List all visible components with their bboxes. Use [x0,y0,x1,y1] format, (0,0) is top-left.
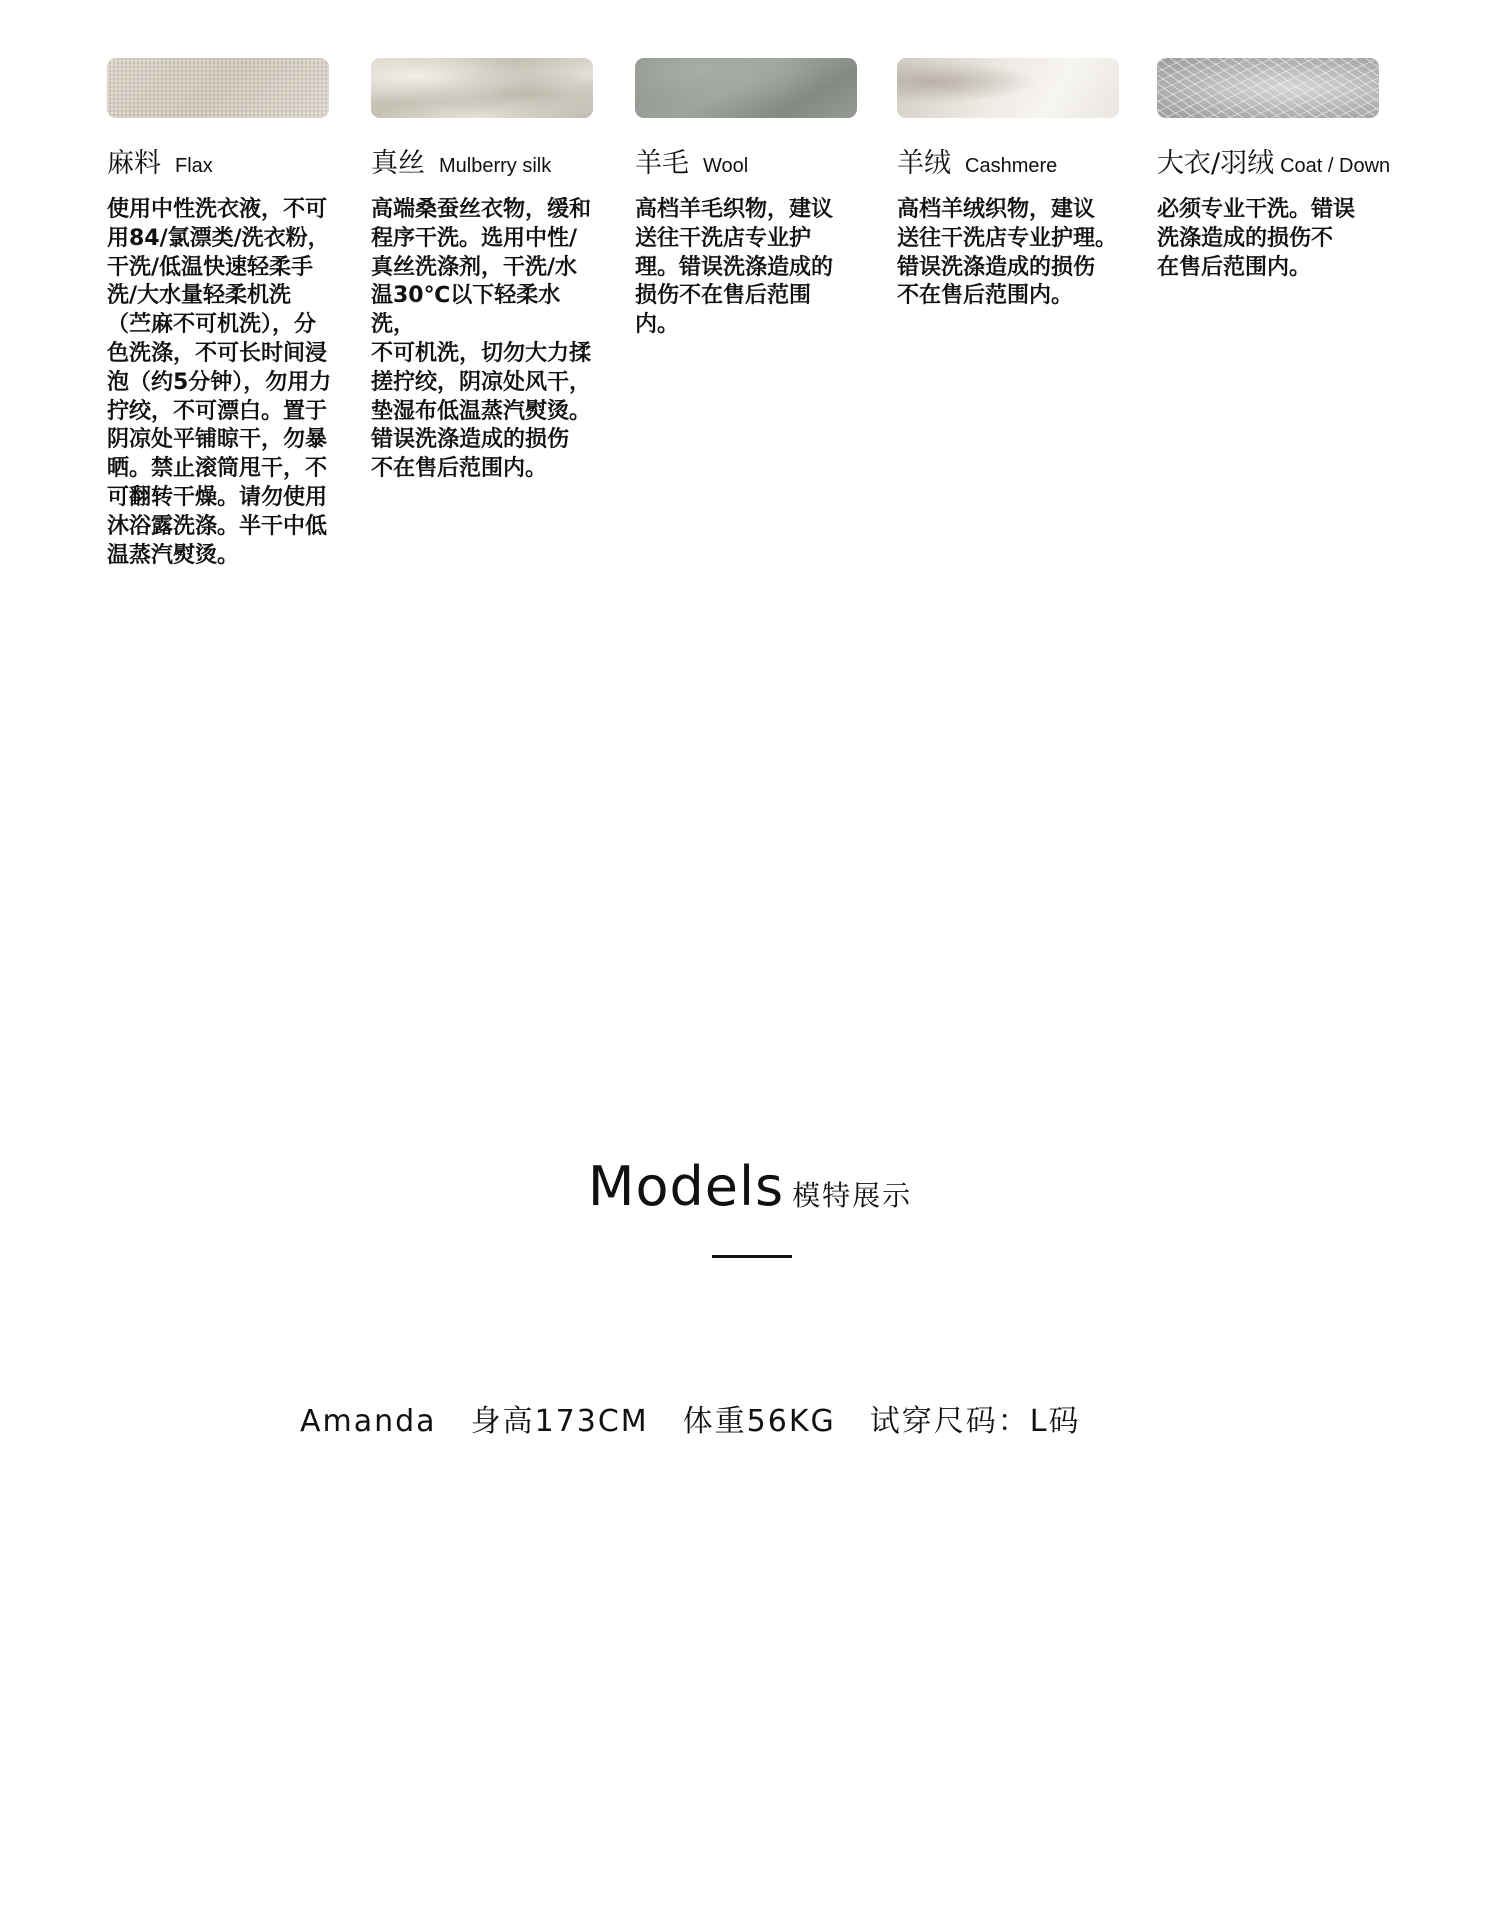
model-height: 身高173CM [470,1404,649,1439]
model-name: Amanda [300,1404,437,1439]
model-weight: 体重56KG [682,1404,836,1439]
fabric-name-zh: 羊毛 [635,148,689,179]
fabric-name-en: Coat / Down [1280,155,1391,177]
fabric-care-text: 高端桑蚕丝衣物，缓和 程序干洗。选用中性/ 真丝洗涤剂，干洗/水 温30℃以下轻柔水洗， 不可机洗，切勿大力揉 搓拧绞，阴凉处风干， 垫湿布低温蒸汽熨烫。 错误洗涤造成的损伤 不在售后范围内。 [371,197,592,482]
fabric-name-en: Flax [175,155,213,177]
fabric-name-zh: 羊绒 [897,148,951,179]
fabric-wool [635,58,865,340]
flax-swatch-image [107,58,329,118]
fabric-cashmere [897,58,1127,311]
fabric-heading [897,148,1127,180]
fabric-flax [107,58,337,570]
fabric-name-en: Cashmere [965,155,1058,177]
fabric-heading [371,148,601,180]
fabric-care-text: 高档羊绒织物，建议 送往干洗店专业护理。 错误洗涤造成的损伤 不在售后范围内。 [897,197,1118,309]
down-swatch-image [1157,58,1379,118]
fabric-care-text: 使用中性洗衣液，不可 用84/氯漂类/洗衣粉， 干洗/低温快速轻柔手 洗/大水量轻柔机洗 （苎麻不可机洗），分 色洗涤，不可长时间浸 泡（约5分钟），勿用力 拧绞，不可漂白。置于 阴凉处平铺晾干，勿暴 晒。禁止滚筒甩干，不 可翻转干燥。请勿使用 沐浴露洗涤。半干中低 温蒸汽熨烫。 [107,197,332,568]
fabric-heading [1157,148,1457,180]
model-size: 试穿尺码：L码 [869,1404,1081,1439]
fabric-care-text: 高档羊毛织物，建议 送往干洗店专业护 理。错误洗涤造成的 损伤不在售后范围 内。 [635,197,834,338]
fabric-name-zh: 真丝 [371,148,425,179]
models-title-en: Models [587,1155,785,1218]
section-divider [712,1255,792,1258]
fabric-name-en: Wool [703,155,749,177]
cashmere-swatch-image [897,58,1119,118]
fabric-name-zh: 麻料 [107,148,161,179]
fabric-heading [635,148,865,180]
fabric-coat-down [1157,58,1457,282]
fabric-heading [107,148,337,180]
silk-swatch-image [371,58,593,118]
models-title-zh: 模特展示 [792,1179,913,1212]
fabric-name-en: Mulberry silk [439,155,552,177]
fabric-care-text: 必须专业干洗。错误 洗涤造成的损伤不 在售后范围内。 [1157,197,1356,280]
model-info-line [300,1396,1080,1440]
wool-swatch-image [635,58,857,118]
fabric-silk [371,58,601,484]
models-section-title [0,1155,1500,1218]
fabric-name-zh: 大衣/羽绒 [1157,148,1275,179]
